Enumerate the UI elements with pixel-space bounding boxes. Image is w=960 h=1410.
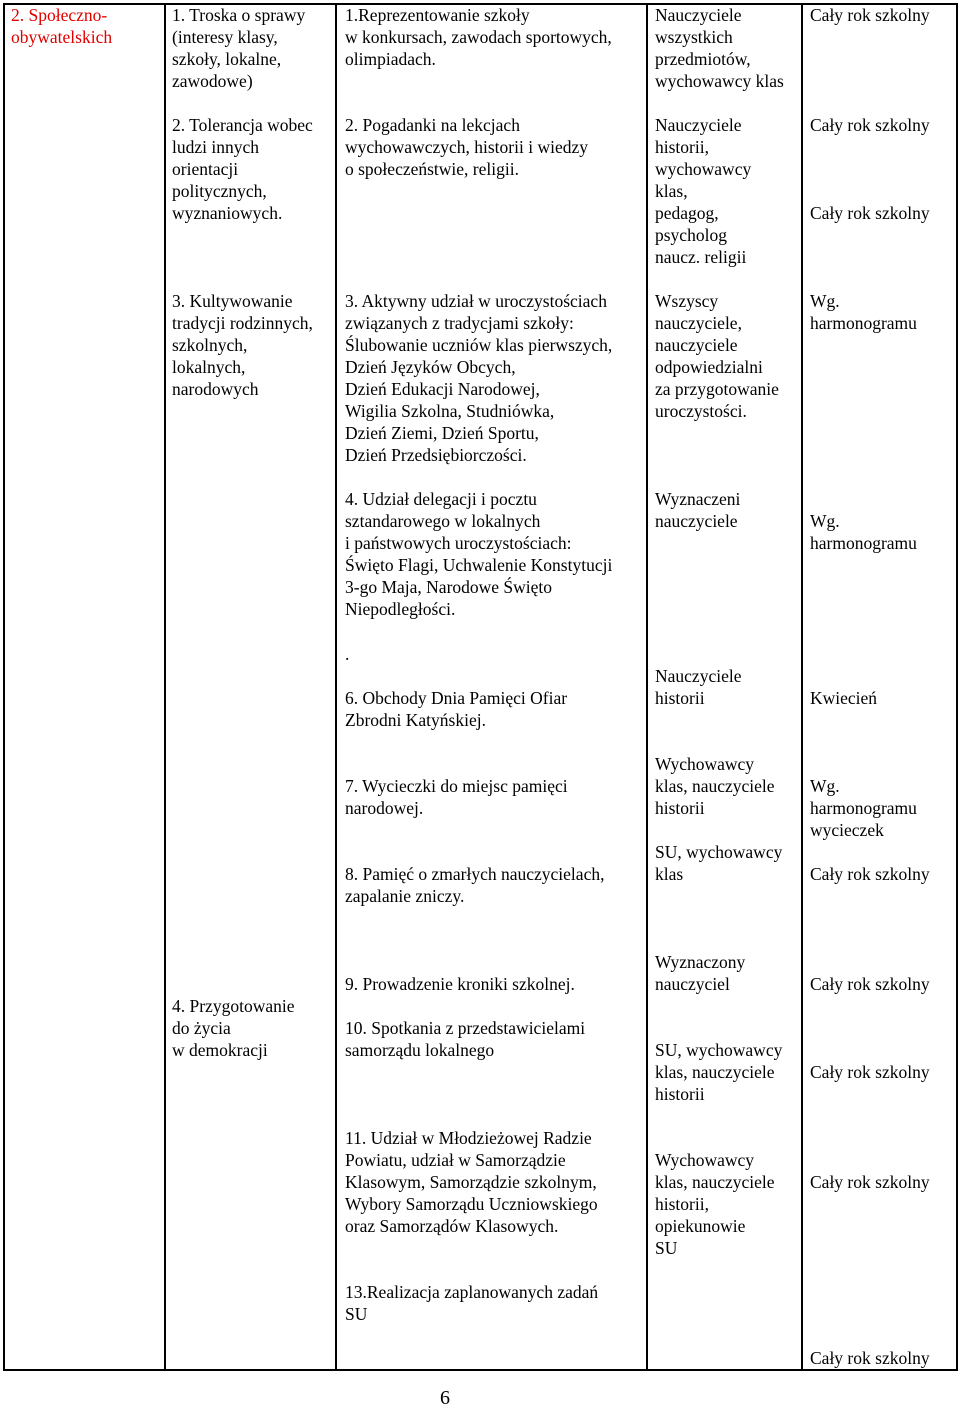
responsible-cell: Wyznaczony nauczyciel [655, 952, 746, 994]
responsible-cell: Wychowawcy klas, nauczyciele historii, opiekunowie SU [655, 1150, 775, 1258]
column-divider [335, 3, 337, 1371]
activity-cell: 6. Obchody Dnia Pamięci Ofiar Zbrodni Katyńskiej. [345, 688, 568, 730]
page-number: 6 [440, 1387, 450, 1409]
task-cell: 1. Troska o sprawy (interesy klasy, szkoły, lokalne, zawodowe) [172, 5, 306, 91]
deadline-cell: Cały rok szkolny [810, 203, 930, 223]
activity-cell: 4. Udział delegacji i pocztu sztandarowego w lokalnych i państwowych uroczystościach: Święto Flagi, Uchwalenie Konstytucji 3-go Maja, Narodowe Święto Niepodległości. [345, 489, 613, 619]
deadline-cell: Cały rok szkolny [810, 864, 930, 884]
deadline-cell: Cały rok szkolny [810, 974, 930, 994]
section-label: 2. Społeczno- obywatelskich [11, 5, 113, 47]
responsible-cell: Nauczyciele historii [655, 666, 742, 708]
activity-cell: 7. Wycieczki do miejsc pamięci narodowej. [345, 776, 568, 818]
activity-cell: 8. Pamięć o zmarłych nauczycielach, zapalanie zniczy. [345, 864, 605, 906]
deadline-cell: Cały rok szkolny [810, 5, 930, 25]
activity-cell: 13.Realizacja zaplanowanych zadań SU [345, 1282, 599, 1324]
activity-cell: 9. Prowadzenie kroniki szkolnej. [345, 974, 575, 994]
task-cell: 3. Kultywowanie tradycji rodzinnych, szkolnych, lokalnych, narodowych [172, 291, 313, 399]
responsible-cell: Wychowawcy klas, nauczyciele historii [655, 754, 775, 818]
deadline-cell: Cały rok szkolny [810, 115, 930, 135]
stray-dot: . [345, 644, 350, 664]
deadline-cell: Kwiecień [810, 688, 878, 708]
deadline-cell: Wg. harmonogramu [810, 291, 917, 333]
activity-cell: 10. Spotkania z przedstawicielami samorządu lokalnego [345, 1018, 586, 1060]
activity-cell: 1.Reprezentowanie szkoły w konkursach, zawodach sportowych, olimpiadach. [345, 5, 612, 69]
deadline-cell: Wg. harmonogramu [810, 511, 917, 553]
deadline-cell: Cały rok szkolny [810, 1172, 930, 1192]
activity-cell: 11. Udział w Młodzieżowej Radzie Powiatu, udział w Samorządzie Klasowym, Samorządzie szkolnym, Wybory Samorządu Uczniowskiego oraz Samorządów Klasowych. [345, 1128, 598, 1236]
task-cell: 2. Tolerancja wobec ludzi innych orientacji politycznych, wyznaniowych. [172, 115, 313, 223]
deadline-cell: Wg. harmonogramu wycieczek [810, 776, 917, 840]
responsible-cell: Nauczyciele wszystkich przedmiotów, wychowawcy klas [655, 5, 784, 91]
activity-cell: 3. Aktywny udział w uroczystościach związanych z tradycjami szkoły: Ślubowanie uczniów klas pierwszych, Dzień Języków Obcych, Dzień Edukacji Narodowej, Wigilia Szkolna, Studniówka, Dzień Ziemi, Dzień Sportu, Dzień Przedsiębiorczości. [345, 291, 613, 465]
column-divider [646, 3, 648, 1371]
column-divider [164, 3, 166, 1371]
deadline-cell: Cały rok szkolny [810, 1062, 930, 1082]
activity-cell: 2. Pogadanki na lekcjach wychowawczych, historii i wiedzy o społeczeństwie, religii. [345, 115, 588, 179]
responsible-cell: SU, wychowawcy klas [655, 842, 783, 884]
column-divider [801, 3, 803, 1371]
responsible-cell: Wszyscy nauczyciele, nauczyciele odpowiedzialni za przygotowanie uroczystości. [655, 291, 779, 421]
responsible-cell: SU, wychowawcy klas, nauczyciele historii [655, 1040, 783, 1104]
deadline-cell: Cały rok szkolny [810, 1348, 930, 1368]
task-cell: 4. Przygotowanie do życia w demokracji [172, 996, 295, 1060]
responsible-cell: Nauczyciele historii, wychowawcy klas, pedagog, psycholog naucz. religii [655, 115, 752, 267]
responsible-cell: Wyznaczeni nauczyciele [655, 489, 741, 531]
